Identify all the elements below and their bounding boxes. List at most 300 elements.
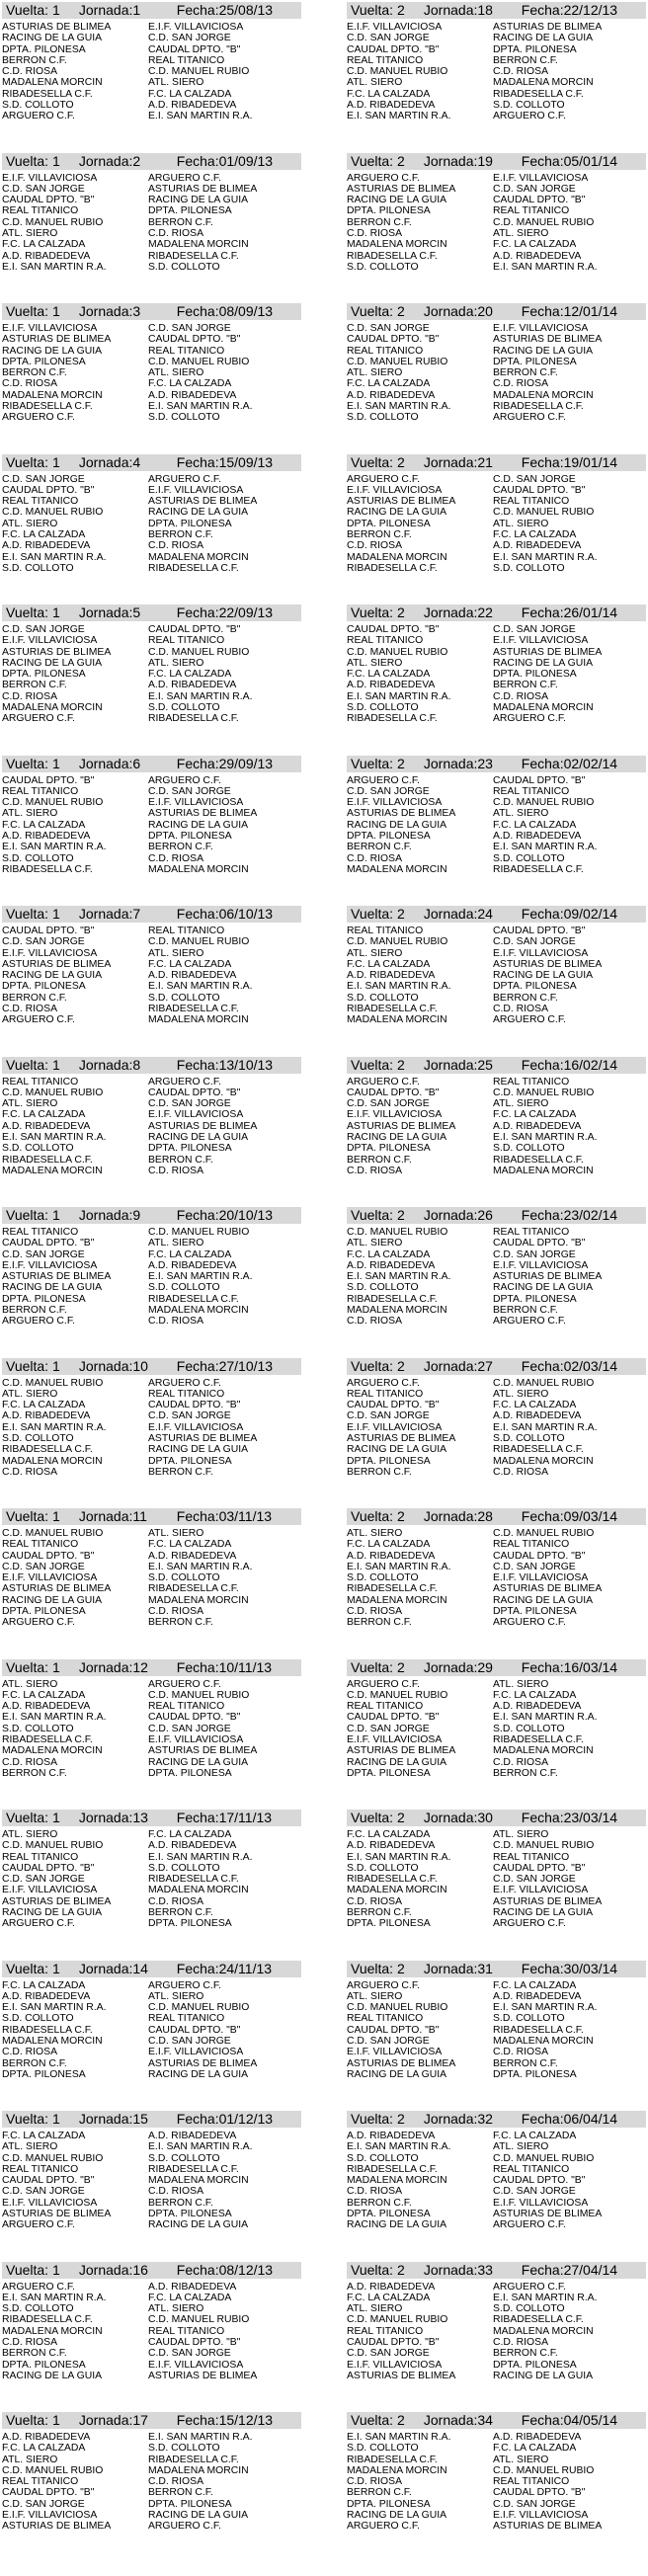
- away-team: ATL. SIERO: [493, 1388, 549, 1400]
- match-row: [347, 1885, 646, 1895]
- fecha-value: 10/11/13: [218, 1658, 273, 1675]
- home-team: F.C. LA CALZADA: [347, 958, 431, 970]
- home-team: A.D. RIBADEDEVA: [347, 1259, 436, 1271]
- home-team: DPTA. PILOÑESA: [2, 43, 86, 55]
- fecha-label: Fecha:: [176, 303, 219, 319]
- home-team: C.D. SAN JORGE: [347, 1098, 430, 1110]
- match-row: [347, 2069, 646, 2080]
- away-team: A.D. RIBADEDEVA: [493, 830, 582, 842]
- matchday-block: [2, 1657, 301, 1809]
- home-team: ARGUERO C.F.: [347, 172, 420, 184]
- match-row: [347, 786, 646, 797]
- home-team: E.I. SAN MARTIN R.A.: [347, 111, 451, 122]
- home-team: C.D. RIOSA: [2, 66, 58, 78]
- home-team: ARGUERO C.F.: [347, 1377, 420, 1389]
- vuelta-field: [6, 1057, 75, 1074]
- match-row: [347, 2186, 646, 2197]
- home-team: ARGUERO C.F.: [347, 473, 420, 485]
- fecha-label: Fecha:: [521, 1810, 564, 1825]
- away-team: A.D. RIBADEDEVA: [493, 1120, 582, 1132]
- match-row: [2, 2476, 301, 2487]
- match-row: [2, 485, 301, 496]
- match-row: [347, 1098, 646, 1109]
- home-team: A.D. RIBADEDEVA: [2, 1410, 91, 1422]
- home-team: S.D. COLLOTO: [2, 562, 74, 574]
- away-team: C.D. SAN JORGE: [493, 624, 576, 635]
- home-team: C.D. SAN JORGE: [2, 1874, 85, 1886]
- home-team: RIBADESELLA C.F.: [347, 2454, 438, 2465]
- vuelta-field: [351, 454, 420, 471]
- match-row: [2, 346, 301, 357]
- away-team: DPTA. PILOÑESA: [148, 2209, 232, 2220]
- match-row: [347, 2487, 646, 2498]
- fecha-value: 24/11/13: [218, 1960, 273, 1976]
- jornada-field: [424, 303, 518, 320]
- vuelta-field: [6, 756, 75, 772]
- vuelta-label: Vuelta:: [351, 2, 394, 18]
- match-list: [2, 170, 301, 274]
- home-team: E.I.F. VILLAVICIOSA: [2, 2197, 98, 2209]
- match-row: [347, 1980, 646, 1991]
- match-row: [347, 1294, 646, 1305]
- away-team: CAUDAL DPTO. "B": [493, 926, 586, 936]
- match-row: [347, 2337, 646, 2348]
- match-row: [347, 2025, 646, 2036]
- match-row: [2, 1121, 301, 1132]
- away-team: C.D. MANUEL RUBIO: [148, 66, 250, 78]
- home-team: ARGUERO C.F.: [2, 1014, 75, 1026]
- fecha-label: Fecha:: [176, 1810, 219, 1825]
- vuelta-field: [351, 1810, 420, 1826]
- away-team: E.I. SAN MARTIN R.A.: [493, 2292, 598, 2303]
- away-team: MADALENA MORCIN: [148, 2175, 249, 2187]
- jornada-field: [424, 1057, 518, 1074]
- home-team: S.D. COLLOTO: [347, 1572, 419, 1584]
- match-row: [2, 1433, 301, 1444]
- jornada-value: 25: [477, 1056, 493, 1073]
- away-team: ARGUERO C.F.: [148, 1377, 221, 1389]
- match-row: [2, 2058, 301, 2069]
- match-row: [347, 1874, 646, 1885]
- vuelta-field: [351, 303, 420, 320]
- matchday-header: [347, 2, 646, 19]
- vuelta-label: Vuelta:: [6, 1508, 49, 1524]
- home-team: RIBADESELLA C.F.: [2, 1733, 93, 1745]
- fecha-label: Fecha:: [521, 1056, 564, 1073]
- matchday-block: [347, 603, 646, 754]
- home-team: E.I.F. VILLAVICIOSA: [2, 172, 98, 184]
- match-row: [347, 2175, 646, 2186]
- fecha-value: 30/03/14: [563, 1960, 618, 1976]
- home-team: ARGUERO C.F.: [347, 774, 420, 786]
- home-team: BERRON C.F.: [347, 528, 412, 540]
- away-team: F.C. LA CALZADA: [148, 1539, 232, 1551]
- home-team: C.D. MANUEL RUBIO: [2, 216, 104, 228]
- match-row: [2, 842, 301, 852]
- away-team: E.I. SAN MARTIN R.A.: [148, 2141, 253, 2153]
- fecha-label: Fecha:: [521, 2111, 564, 2127]
- home-team: C.D. SAN JORGE: [347, 2035, 430, 2047]
- match-row: [347, 1617, 646, 1628]
- home-team: MADALENA MORCIN: [347, 863, 447, 875]
- home-team: CAUDAL DPTO. "B": [2, 2487, 95, 2499]
- home-team: C.D. RIOSA: [2, 690, 58, 702]
- match-row: [2, 2209, 301, 2219]
- away-team: C.D. RIOSA: [148, 1606, 204, 1618]
- match-row: [2, 2326, 301, 2337]
- matchday-header: [2, 153, 301, 170]
- home-team: ATL. SIERO: [2, 2454, 58, 2465]
- home-team: ARGUERO C.F.: [347, 1678, 420, 1690]
- home-team: C.D. MANUEL RUBIO: [2, 507, 104, 519]
- home-team: CAUDAL DPTO. "B": [2, 2175, 95, 2187]
- match-row: [2, 262, 301, 273]
- vuelta-label: Vuelta:: [351, 755, 394, 771]
- match-row: [2, 1238, 301, 1248]
- match-list: [2, 1525, 301, 1629]
- away-team: RIBADESELLA C.F.: [493, 863, 584, 875]
- match-row: [347, 775, 646, 786]
- away-team: MADALENA MORCIN: [493, 1745, 594, 1757]
- home-team: E.I.F. VILLAVICIOSA: [347, 1733, 443, 1745]
- fecha-label: Fecha:: [521, 755, 564, 771]
- match-row: [347, 519, 646, 529]
- away-team: C.D. MANUEL RUBIO: [148, 646, 250, 658]
- home-team: F.C. LA CALZADA: [2, 1979, 86, 1991]
- match-row: [2, 1874, 301, 1885]
- jornada-field: [424, 2412, 518, 2429]
- away-team: C.D. RIOSA: [148, 852, 204, 864]
- away-team: C.D. MANUEL RUBIO: [148, 356, 250, 367]
- match-row: [2, 2141, 301, 2152]
- match-row: [347, 1014, 646, 1025]
- fecha-value: 15/12/13: [218, 2412, 274, 2428]
- home-team: ATL. SIERO: [347, 1238, 403, 1249]
- home-team: S.D. COLLOTO: [347, 412, 419, 424]
- jornada-value: 19: [477, 152, 493, 169]
- match-row: [347, 1852, 646, 1863]
- home-team: DPTA. PILOÑESA: [347, 1767, 431, 1779]
- jornada-field: [79, 1659, 173, 1676]
- match-row: [2, 474, 301, 485]
- home-team: F.C. LA CALZADA: [2, 2131, 86, 2141]
- home-team: E.I. SAN MARTIN R.A.: [347, 1851, 451, 1863]
- fecha-label: Fecha:: [521, 1357, 564, 1374]
- jornada-field: [79, 1358, 173, 1375]
- fecha-value: 27/10/13: [218, 1357, 274, 1374]
- matchday-block: [2, 754, 301, 905]
- match-row: [347, 401, 646, 412]
- home-team: S.D. COLLOTO: [2, 2013, 74, 2025]
- jornada-label: Jornada:: [78, 1207, 133, 1223]
- home-team: RIBADESELLA C.F.: [347, 250, 438, 262]
- away-team: DPTA. PILOÑESA: [493, 669, 577, 681]
- home-team: C.D. SAN JORGE: [2, 473, 85, 485]
- match-row: [347, 981, 646, 992]
- matchday-header: [347, 454, 646, 471]
- home-team: S.D. COLLOTO: [347, 2152, 419, 2164]
- home-team: S.D. COLLOTO: [347, 1862, 419, 1874]
- home-team: BERRON C.F.: [347, 2197, 412, 2209]
- home-team: E.I. SAN MARTIN R.A.: [2, 1712, 107, 1724]
- away-team: ATL. SIERO: [148, 367, 204, 379]
- match-row: [2, 1712, 301, 1723]
- home-team: RIBADESELLA C.F.: [347, 1874, 438, 1886]
- match-row: [2, 2047, 301, 2057]
- fecha-value: 06/04/14: [563, 2111, 618, 2127]
- home-team: DPTA. PILOÑESA: [2, 1293, 86, 1305]
- home-team: ASTURIAS DE BLIMEA: [2, 1895, 112, 1907]
- away-team: REAL TITANICO: [493, 785, 570, 797]
- home-team: E.I. SAN MARTIN R.A.: [347, 981, 451, 993]
- vuelta-label: Vuelta:: [6, 2111, 49, 2127]
- match-row: [2, 239, 301, 250]
- home-team: E.I. SAN MARTIN R.A.: [2, 2002, 107, 2014]
- away-team: CAUDAL DPTO. "B": [493, 774, 586, 786]
- away-team: CAUDAL DPTO. "B": [493, 1550, 586, 1562]
- matchday-block: [347, 151, 646, 302]
- match-row: [347, 2303, 646, 2314]
- home-team: MADALENA MORCIN: [347, 1594, 447, 1606]
- home-team: E.I.F. VILLAVICIOSA: [2, 2510, 98, 2522]
- home-team: E.I. SAN MARTIN R.A.: [347, 401, 451, 413]
- home-team: C.D. SAN JORGE: [2, 1248, 85, 1260]
- away-team: RIBADESELLA C.F.: [148, 1004, 239, 1015]
- home-team: E.I.F. VILLAVICIOSA: [347, 484, 443, 496]
- match-row: [2, 2002, 301, 2013]
- home-team: ASTURIAS DE BLIMEA: [2, 646, 112, 658]
- home-team: E.I. SAN MARTIN R.A.: [2, 551, 107, 563]
- vuelta-value: 2: [396, 1357, 405, 1374]
- home-team: RIBADESELLA C.F.: [347, 1293, 438, 1305]
- match-row: [2, 2499, 301, 2510]
- away-team: BERRON C.F.: [148, 528, 213, 540]
- match-row: [2, 2510, 301, 2521]
- away-team: BERRON C.F.: [148, 2487, 213, 2499]
- match-row: [2, 853, 301, 864]
- match-list: [2, 2279, 301, 2382]
- jornada-value: 14: [132, 1960, 148, 1976]
- away-team: ATL. SIERO: [493, 1098, 549, 1110]
- home-team: C.D. RIOSA: [2, 378, 58, 390]
- home-team: ASTURIAS DE BLIMEA: [2, 1583, 112, 1595]
- fecha-field: [177, 1961, 272, 1977]
- vuelta-value: 1: [51, 1810, 60, 1825]
- matchday-block: [2, 2410, 301, 2561]
- match-row: [347, 2131, 646, 2141]
- away-team: REAL TITANICO: [148, 926, 225, 936]
- away-team: RIBADESELLA C.F.: [148, 250, 239, 262]
- match-row: [347, 33, 646, 43]
- home-team: RACING DE LA GUIA: [2, 2370, 103, 2381]
- away-team: ATL. SIERO: [493, 2141, 549, 2153]
- match-row: [347, 1840, 646, 1851]
- fecha-value: 16/02/14: [563, 1056, 618, 1073]
- away-team: ASTURIAS DE BLIMEA: [148, 1745, 258, 1757]
- match-row: [2, 1132, 301, 1143]
- fecha-field: [522, 2412, 617, 2429]
- away-team: C.D. SAN JORGE: [148, 1723, 231, 1734]
- away-team: DPTA. PILOÑESA: [493, 2068, 577, 2080]
- match-row: [2, 831, 301, 842]
- match-row: [2, 786, 301, 797]
- match-row: [2, 1087, 301, 1098]
- match-list: [347, 1525, 646, 1629]
- home-team: C.D. SAN JORGE: [347, 323, 430, 334]
- fecha-field: [177, 2262, 273, 2279]
- match-row: [347, 1595, 646, 1606]
- home-team: MADALENA MORCIN: [347, 239, 447, 251]
- home-team: RIBADESELLA C.F.: [2, 1444, 93, 1456]
- jornada-value: 17: [132, 2412, 148, 2428]
- away-team: S.D. COLLOTO: [148, 1572, 220, 1584]
- away-team: A.D. RIBADEDEVA: [148, 2281, 237, 2293]
- matchday-block: [347, 2109, 646, 2260]
- away-team: C.D. SAN JORGE: [493, 473, 576, 485]
- match-row: [2, 2314, 301, 2325]
- fecha-field: [177, 2111, 273, 2128]
- vuelta-value: 2: [396, 1810, 405, 1825]
- match-row: [2, 1896, 301, 1907]
- away-team: E.I.F. VILLAVICIOSA: [148, 484, 244, 496]
- home-team: DPTA. PILOÑESA: [347, 830, 431, 842]
- match-row: [347, 262, 646, 273]
- match-row: [347, 635, 646, 646]
- home-team: ATL. SIERO: [347, 947, 403, 959]
- fecha-value: 29/09/13: [218, 755, 274, 771]
- fecha-value: 01/09/13: [218, 152, 274, 169]
- away-team: ATL. SIERO: [148, 1238, 204, 1249]
- away-team: RACING DE LA GUIA: [148, 2068, 249, 2080]
- jornada-field: [424, 1358, 518, 1375]
- match-row: [2, 624, 301, 635]
- home-team: F.C. LA CALZADA: [2, 2443, 86, 2455]
- jornada-field: [79, 1810, 173, 1826]
- match-row: [2, 1155, 301, 1166]
- match-row: [347, 820, 646, 831]
- match-row: [347, 563, 646, 574]
- matchday-block: [2, 2109, 301, 2260]
- away-team: C.D. RIOSA: [148, 2186, 204, 2198]
- home-team: REAL TITANICO: [347, 1388, 424, 1400]
- vuelta-field: [6, 2, 75, 19]
- vuelta-label: Vuelta:: [351, 1207, 394, 1223]
- match-row: [2, 2164, 301, 2175]
- matchday-header: [2, 1057, 301, 1074]
- match-row: [347, 2153, 646, 2164]
- match-row: [347, 111, 646, 121]
- away-team: CAUDAL DPTO. "B": [148, 1087, 241, 1098]
- fecha-field: [522, 153, 617, 170]
- fecha-field: [177, 153, 273, 170]
- match-row: [2, 2186, 301, 2197]
- away-team: MADALENA MORCIN: [148, 1305, 249, 1317]
- home-team: REAL TITANICO: [2, 2476, 79, 2488]
- matchday-header: [2, 1659, 301, 1676]
- away-team: REAL TITANICO: [493, 1539, 570, 1551]
- jornada-label: Jornada:: [423, 453, 478, 470]
- home-team: CAUDAL DPTO. "B": [347, 43, 440, 55]
- home-team: E.I.F. VILLAVICIOSA: [2, 1885, 98, 1896]
- match-row: [347, 669, 646, 680]
- match-row: [347, 1077, 646, 1087]
- vuelta-field: [351, 2262, 420, 2279]
- fecha-field: [522, 2111, 617, 2128]
- away-team: RACING DE LA GUIA: [493, 970, 594, 982]
- away-team: C.D. RIOSA: [493, 1756, 549, 1768]
- home-team: MADALENA MORCIN: [2, 2035, 103, 2047]
- away-team: CAUDAL DPTO. "B": [148, 624, 241, 635]
- away-team: REAL TITANICO: [148, 2013, 225, 2025]
- matchday-header: [347, 1659, 646, 1676]
- home-team: RACING DE LA GUIA: [347, 1131, 447, 1143]
- vuelta-value: 1: [51, 1960, 60, 1976]
- match-row: [347, 2521, 646, 2532]
- away-team: BERRON C.F.: [148, 216, 213, 228]
- match-row: [347, 1378, 646, 1389]
- match-row: [2, 864, 301, 875]
- jornada-label: Jornada:: [78, 303, 133, 319]
- jornada-field: [424, 454, 518, 471]
- match-row: [2, 1260, 301, 1271]
- home-team: C.D. SAN JORGE: [2, 183, 85, 195]
- fecha-field: [522, 1207, 617, 1224]
- matchday-header: [2, 2111, 301, 2128]
- jornada-value: 4: [132, 453, 141, 470]
- home-team: ARGUERO C.F.: [2, 412, 75, 424]
- home-team: F.C. LA CALZADA: [347, 378, 431, 390]
- home-team: E.I. SAN MARTIN R.A.: [2, 1421, 107, 1433]
- jornada-label: Jornada:: [423, 1658, 478, 1675]
- fecha-label: Fecha:: [176, 1658, 219, 1675]
- matchday-header: [347, 1057, 646, 1074]
- vuelta-label: Vuelta:: [351, 906, 394, 922]
- jornada-field: [79, 756, 173, 772]
- away-team: A.D. RIBADEDEVA: [148, 1259, 237, 1271]
- match-row: [347, 44, 646, 55]
- home-team: RACING DE LA GUIA: [2, 657, 103, 669]
- away-team: E.I. SAN MARTIN R.A.: [493, 1131, 598, 1143]
- home-team: REAL TITANICO: [2, 1076, 79, 1087]
- match-row: [2, 2175, 301, 2186]
- away-team: S.D. COLLOTO: [148, 412, 220, 424]
- away-team: BERRON C.F.: [148, 842, 213, 853]
- jornada-label: Jornada:: [423, 1960, 478, 1976]
- away-team: ASTURIAS DE BLIMEA: [493, 22, 603, 33]
- match-row: [347, 1004, 646, 1014]
- match-row: [2, 323, 301, 334]
- match-row: [347, 1918, 646, 1929]
- fecha-label: Fecha:: [521, 2, 564, 18]
- home-team: REAL TITANICO: [2, 1851, 79, 1863]
- home-team: RIBADESELLA C.F.: [347, 1004, 438, 1015]
- fecha-label: Fecha:: [176, 2412, 219, 2428]
- home-team: ATL. SIERO: [347, 1990, 403, 2002]
- vuelta-field: [6, 153, 75, 170]
- home-team: RACING DE LA GUIA: [2, 345, 103, 357]
- away-team: A.D. RIBADEDEVA: [493, 1410, 582, 1422]
- match-row: [2, 1528, 301, 1539]
- away-team: F.C. LA CALZADA: [493, 239, 577, 251]
- away-team: ASTURIAS DE BLIMEA: [493, 958, 603, 970]
- away-team: E.I.F. VILLAVICIOSA: [493, 1885, 589, 1896]
- fecha-field: [177, 604, 273, 621]
- match-row: [347, 251, 646, 262]
- home-team: A.D. RIBADEDEVA: [347, 100, 436, 112]
- fecha-field: [177, 1659, 272, 1676]
- away-team: ASTURIAS DE BLIMEA: [493, 334, 603, 346]
- match-row: [2, 33, 301, 43]
